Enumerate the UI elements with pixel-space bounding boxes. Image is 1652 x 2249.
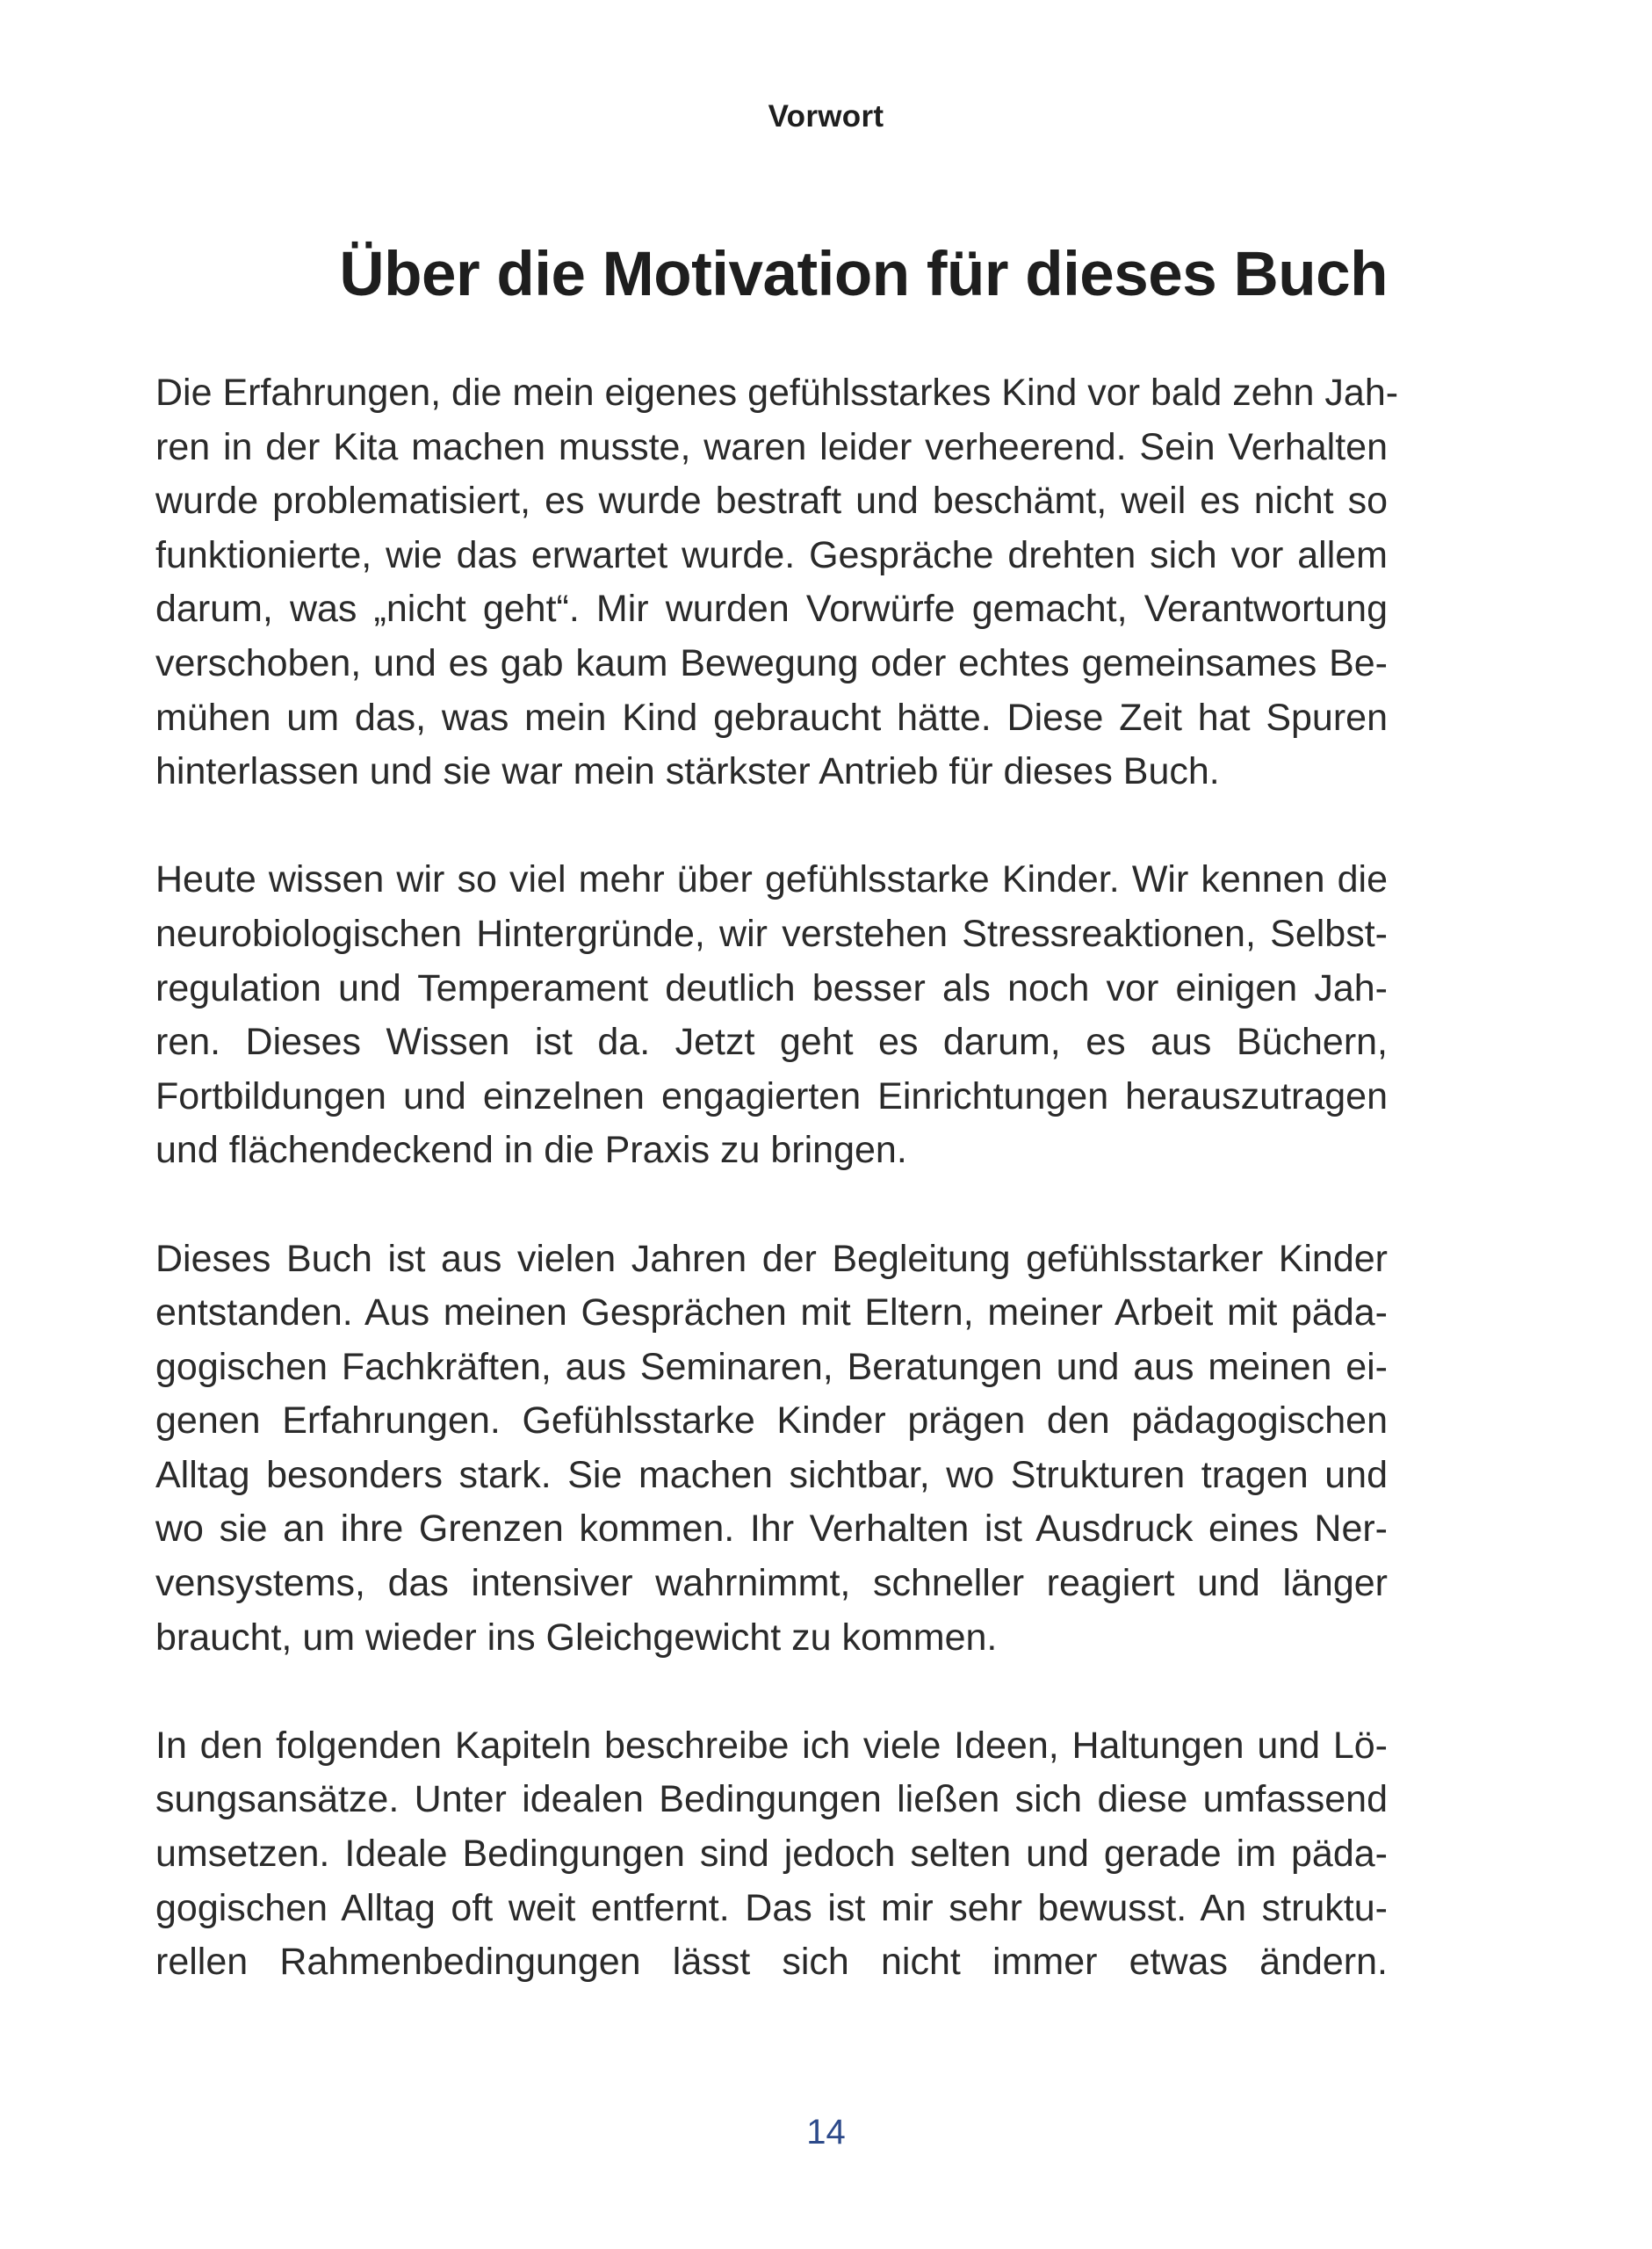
body-text bbox=[155, 366, 1399, 1990]
text-line: Die Erfahrungen, die mein eigenes gefühlsstarkes Kind vor bald zehn Jah- bbox=[155, 372, 1399, 414]
text-line: verschoben, und es gab kaum Bewegung oder echtes gemeinsames Be- bbox=[155, 641, 1388, 684]
text-line: Fortbildungen und einzelnen engagierten Einrichtungen herauszutragen bbox=[155, 1074, 1388, 1117]
text-line: genen Erfahrungen. Gefühlsstarke Kinder prägen den pädagogischen bbox=[155, 1399, 1388, 1443]
text-line: wo sie an ihre Grenzen kommen. Ihr Verhalten ist Ausdruck eines Ner- bbox=[155, 1508, 1388, 1551]
page-number: 14 bbox=[806, 2113, 846, 2151]
text-line: mühen um das, was mein Kind gebraucht hätte. Diese Zeit hat Spuren bbox=[155, 696, 1388, 739]
text-line: Heute wissen wir so viel mehr über gefühlsstarke Kinder. Wir kennen die bbox=[155, 858, 1388, 901]
text-line: gogischen Fachkräften, aus Seminaren, Beratungen und aus meinen ei- bbox=[155, 1345, 1388, 1388]
text-line: entstanden. Aus meinen Gesprächen mit Eltern, meiner Arbeit mit päda- bbox=[155, 1291, 1388, 1334]
text-line: ren. Dieses Wissen ist da. Jetzt geht es darum, es aus Büchern, bbox=[155, 1021, 1388, 1064]
paragraph-4 bbox=[155, 1719, 1388, 1990]
text-line: hinterlassen und sie war mein stärkster Antrieb für dieses Buch. bbox=[155, 750, 1220, 793]
text-line: wurde problematisiert, es wurde bestraft und beschämt, weil es nicht so bbox=[155, 480, 1388, 523]
text-line: regulation und Temperament deutlich besser als noch vor einigen Jah- bbox=[155, 966, 1388, 1009]
running-head: Vorwort bbox=[768, 99, 884, 134]
text-line: rellen Rahmenbedingungen lässt sich nicht immer etwas ändern. bbox=[155, 1941, 1388, 1984]
text-line: vensystems, das intensiver wahrnimmt, schneller reagiert und länger bbox=[155, 1562, 1388, 1605]
paragraph-2 bbox=[155, 853, 1388, 1178]
text-line: gogischen Alltag oft weit entfernt. Das ist mir sehr bewusst. An struktu- bbox=[155, 1886, 1388, 1929]
chapter-title: Über die Motivation für dieses Buch bbox=[339, 240, 1388, 309]
text-line: Alltag besonders stark. Sie machen sichtbar, wo Strukturen tragen und bbox=[155, 1453, 1388, 1496]
paragraph-3 bbox=[155, 1233, 1388, 1666]
text-line: und flächendeckend in die Praxis zu bringen. bbox=[155, 1129, 907, 1172]
text-line: Dieses Buch ist aus vielen Jahren der Begleitung gefühlsstarker Kinder bbox=[155, 1237, 1388, 1280]
text-line: In den folgenden Kapiteln beschreibe ich viele Ideen, Haltungen und Lö- bbox=[155, 1724, 1388, 1767]
text-line: ren in der Kita machen musste, waren leider verheerend. Sein Verhalten bbox=[155, 425, 1388, 468]
paragraph-1 bbox=[155, 366, 1399, 799]
text-line: neurobiologischen Hintergründe, wir verstehen Stressreaktionen, Selbst- bbox=[155, 912, 1388, 955]
text-line: funktionierte, wie das erwartet wurde. Gespräche drehten sich vor allem bbox=[155, 533, 1388, 576]
text-line: umsetzen. Ideale Bedingungen sind jedoch selten und gerade im päda- bbox=[155, 1833, 1388, 1876]
text-line: darum, was „nicht geht“. Mir wurden Vorwürfe gemacht, Verantwortung bbox=[155, 588, 1388, 631]
text-line: braucht, um wieder ins Gleichgewicht zu kommen. bbox=[155, 1616, 998, 1659]
text-line: sungsansätze. Unter idealen Bedingungen ließen sich diese umfassend bbox=[155, 1778, 1388, 1821]
